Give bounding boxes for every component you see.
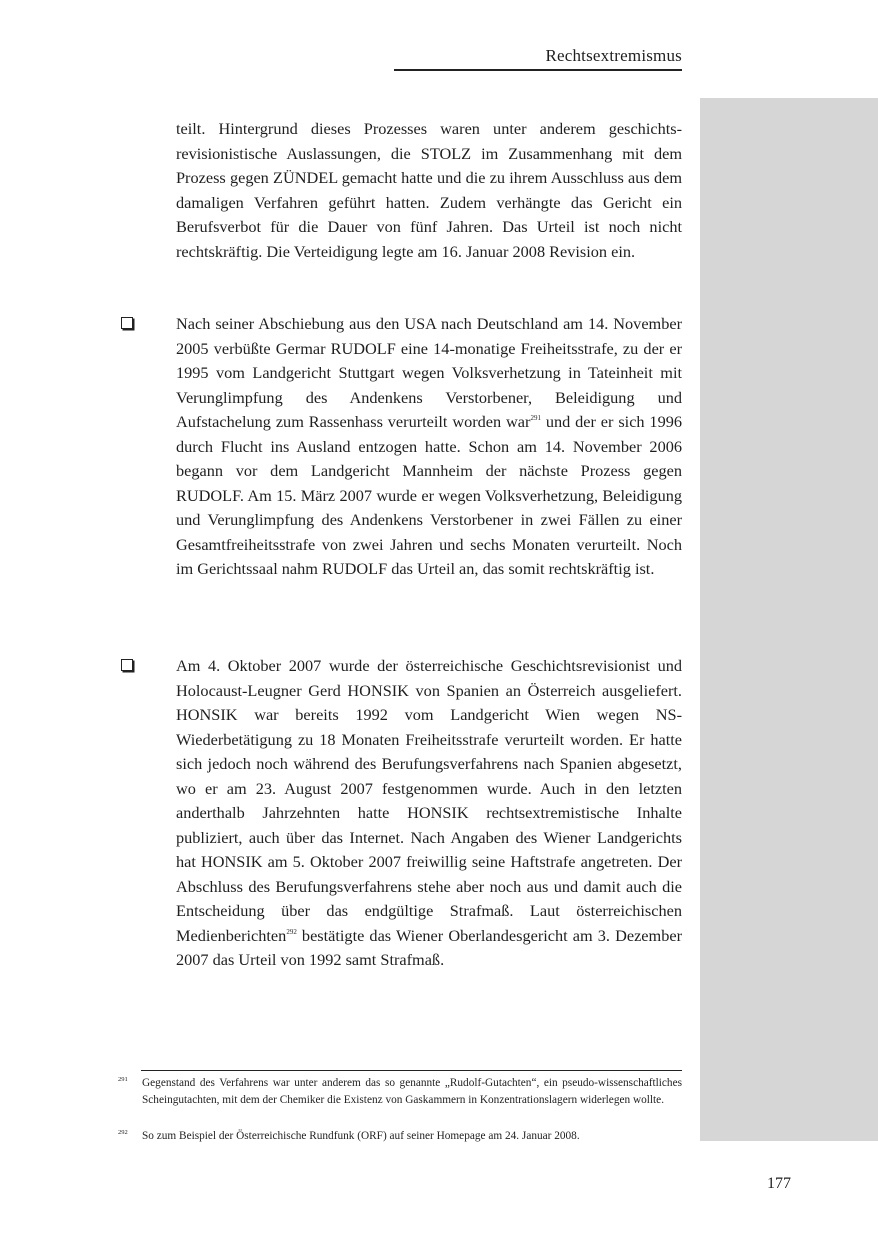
footnote bbox=[118, 1128, 682, 1145]
footnote-ref[interactable]: 291 bbox=[530, 414, 541, 422]
paragraph-text: teilt. Hintergrund dieses Prozesses waren unter anderem geschichtsrevisionistische Auslassungen, die STOLZ im Zusammenhang mit dem Prozess gegen ZÜNDEL gemacht hatte und die zu ihrem Ausschluss aus dem damaligen Verfahren geführt hatten. Zudem verhängte das Gericht ein Berufsverbot für die Dauer von fünf Jahren. Das Urteil ist noch nicht rechtskräftig. Die Verteidigung legte am 16. Januar 2008 Revision ein. bbox=[176, 119, 682, 261]
footnote-number: 291 bbox=[118, 1076, 128, 1083]
paragraph-text-part: Am 4. Oktober 2007 wurde der österreichische Geschichtsrevisionist und Holocaust-Leugner Gerd HONSIK von Spanien an Österreich ausgeliefert. HONSIK war bereits 1992 vom Landgericht Wien wegen NS-Wiederbetätigung zu 18 Monaten Freiheitsstrafe verurteilt worden. Er hatte sich jedoch noch während des Berufungsverfahrens nach Spanien abgesetzt, wo er am 23. August 2007 festgenommen wurde. Auch in den letzten anderthalb Jahrzehnten hatte HONSIK rechtsextremistische Inhalte publiziert, auch über das Internet. Nach Angaben des Wiener Landgerichts hat HONSIK am 5. Oktober 2007 freiwillig seine Haftstrafe angetreten. Der Abschluss des Berufungsverfahrens stehe aber noch aus und damit auch die Entscheidung über das endgültige Strafmaß. Laut österreichischen Medienberichten bbox=[176, 656, 682, 945]
checkbox-bullet-icon bbox=[121, 317, 133, 329]
footnote bbox=[118, 1075, 682, 1108]
footnote-number: 292 bbox=[118, 1129, 128, 1136]
page-number: 177 bbox=[767, 1175, 791, 1192]
footnote-rule bbox=[141, 1070, 682, 1071]
paragraph-text-part: und der er sich 1996 durch Flucht ins Ausland entzogen hatte. Schon am 14. November 2006 begann vor dem Landgericht Mannheim der nächste Prozess gegen RUDOLF. Am 15. März 2007 wurde er wegen Volksverhetzung, Beleidigung und Verunglimpfung des Andenkens Verstorbener in zwei Fällen zu einer Gesamtfreiheitsstrafe von zwei Jahren und sechs Monaten verurteilt. Noch im Gerichtssaal nahm RUDOLF das Urteil an, das somit rechtskräftig ist. bbox=[176, 412, 682, 578]
footnote-ref[interactable]: 292 bbox=[286, 927, 297, 936]
footnote-text: So zum Beispiel der Österreichische Rundfunk (ORF) auf seiner Homepage am 24. Januar 2008. bbox=[142, 1130, 580, 1142]
checkbox-bullet-icon bbox=[121, 659, 133, 671]
paragraph-honsik bbox=[176, 654, 682, 973]
paragraph-text-part: Nach seiner Abschiebung aus den USA nach Deutschland am 14. November 2005 verbüßte Germar RUDOLF eine 14-monatige Freiheitsstrafe, zu der er 1995 vom Landgericht Stuttgart wegen Volksverhetzung in Tateinheit mit Verunglimpfung des Andenkens Verstorbener, Beleidigung und Aufstachelung zum Rassenhass verurteilt worden war bbox=[176, 314, 682, 431]
margin-band bbox=[700, 98, 878, 1141]
paragraph-continued bbox=[176, 117, 682, 264]
paragraph-rudolf bbox=[176, 312, 682, 582]
paragraph-text-part: bestätigte das Wiener Oberlandesgericht am 3. Dezember 2007 das Urteil von 1992 samt Strafmaß. bbox=[176, 925, 682, 969]
header-rule bbox=[394, 69, 682, 71]
footnote-text: Gegenstand des Verfahrens war unter anderem das so genannte „Rudolf-Gutachten“, ein pseudo-wissenschaftliches Scheingutachten, mit dem der Chemiker die Existenz von Gaskammern in Konzentrationslagern widerlegen wollte. bbox=[142, 1077, 682, 1106]
running-header-title: Rechtsextremismus bbox=[545, 46, 682, 65]
